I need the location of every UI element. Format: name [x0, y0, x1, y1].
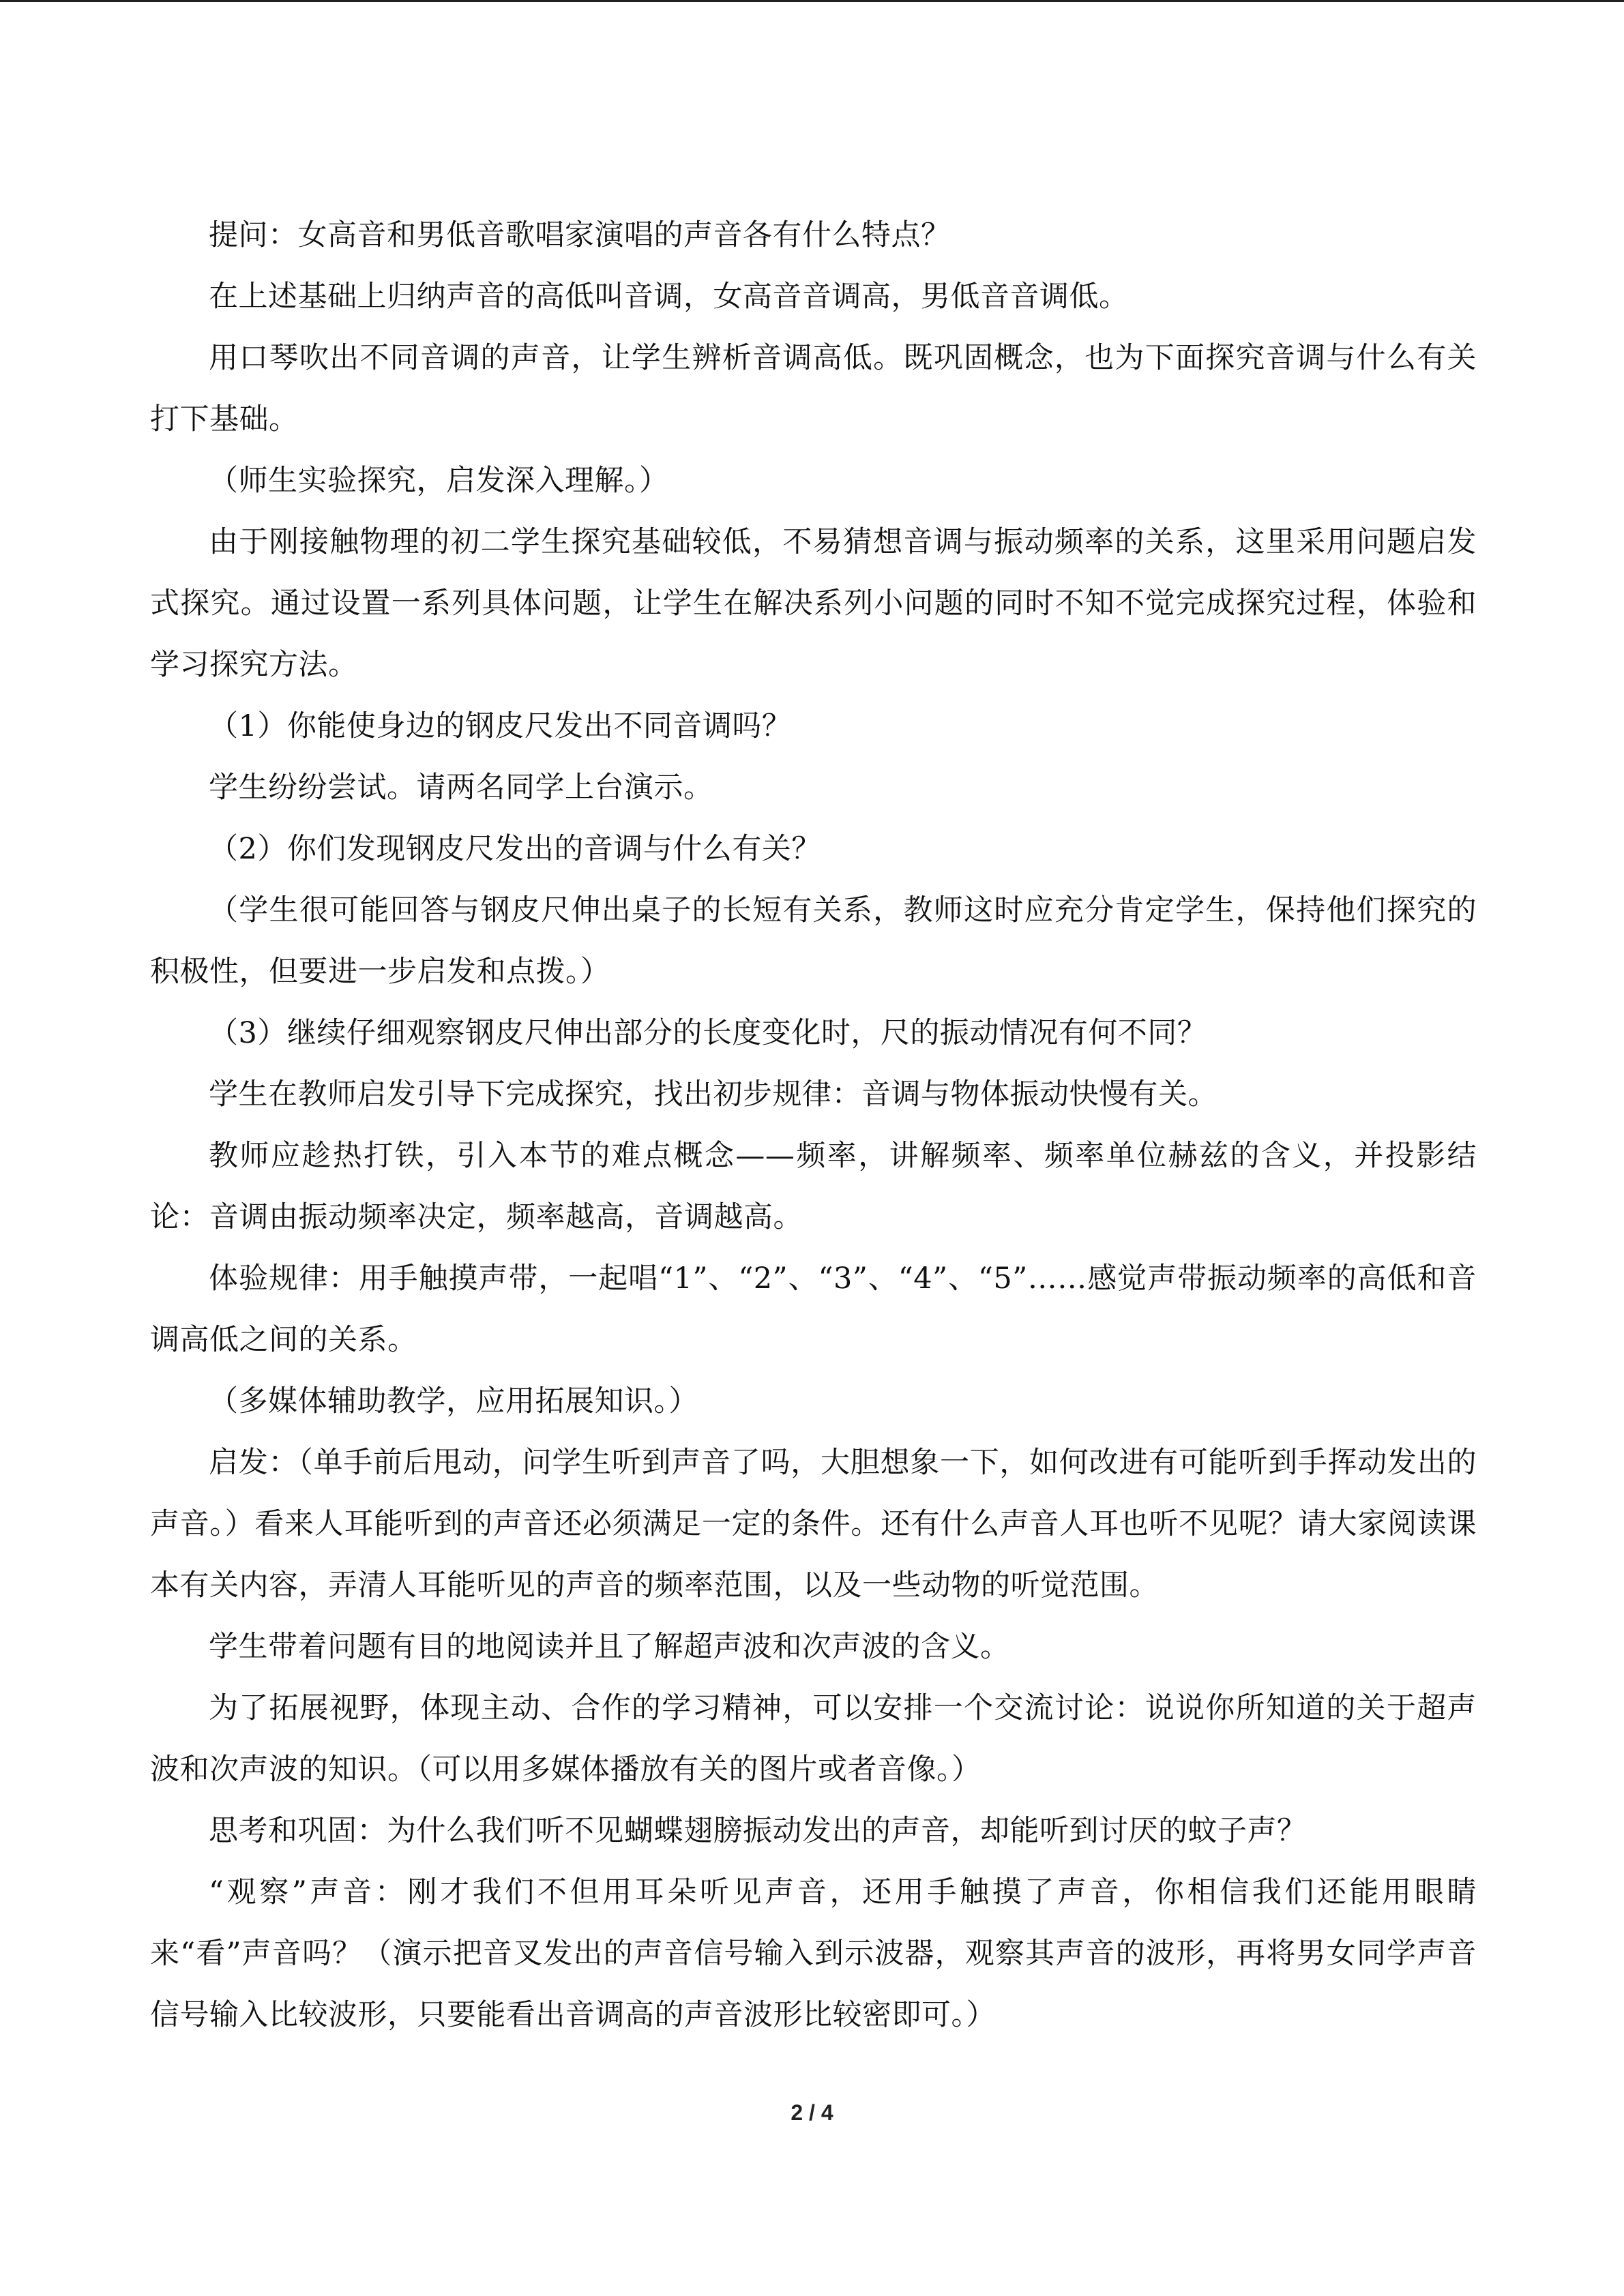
- paragraph: 思考和巩固：为什么我们听不见蝴蝶翅膀振动发出的声音，却能听到讨厌的蚊子声？: [209, 1814, 1307, 1848]
- paragraph: 教师应趁热打铁，引入本节的难点概念——频率，讲解频率、频率单位赫兹的含义，并投影结论：音调由振动频率决定，频率越高，音调越高。: [150, 1139, 1477, 1234]
- paragraph: 在上述基础上归纳声音的高低叫音调，女高音音调高，男低音音调低。: [209, 280, 1129, 314]
- paragraph: （师生实验探究，启发深入理解。）: [209, 464, 669, 498]
- paragraph: （2）你们发现钢皮尺发出的音调与什么有关？: [209, 832, 821, 866]
- paragraph: （学生很可能回答与钢皮尺伸出桌子的长短有关系，教师这时应充分肯定学生，保持他们探究的积极性，但要进一步启发和点拨。）: [150, 893, 1477, 989]
- paragraph: （多媒体辅助教学，应用拓展知识。）: [209, 1384, 698, 1418]
- top-border-line: [0, 0, 1624, 2]
- paragraph: 体验规律：用手触摸声带，一起唱“1”、“2”、“3”、“4”、“5”……感觉声带振动频率的高低和音调高低之间的关系。: [150, 1262, 1477, 1357]
- paragraph: 由于刚接触物理的初二学生探究基础较低，不易猜想音调与振动频率的关系，这里采用问题启发式探究。通过设置一系列具体问题，让学生在解决系列小问题的同时不知不觉完成探究过程，体验和学习探究方法。: [150, 525, 1477, 682]
- document-body: [150, 205, 1477, 2046]
- paragraph: 为了拓展视野，体现主动、合作的学习精神，可以安排一个交流讨论：说说你所知道的关于超声波和次声波的知识。（可以用多媒体播放有关的图片或者音像。）: [150, 1691, 1477, 1787]
- paragraph: 学生纷纷尝试。请两名同学上台演示。: [209, 771, 713, 805]
- paragraph: （3）继续仔细观察钢皮尺伸出部分的长度变化时，尺的振动情况有何不同？: [209, 1016, 1207, 1050]
- paragraph: 启发：（单手前后甩动，问学生听到声音了吗，大胆想象一下，如何改进有可能听到手挥动发出的声音。）看来人耳能听到的声音还必须满足一定的条件。还有什么声音人耳也听不见呢？请大家阅读课本有关内容，弄清人耳能听见的声音的频率范围，以及一些动物的听觉范围。: [150, 1446, 1477, 1602]
- paragraph: 学生在教师启发引导下完成探究，找出初步规律：音调与物体振动快慢有关。: [209, 1077, 1217, 1112]
- paragraph: 学生带着问题有目的地阅读并且了解超声波和次声波的含义。: [209, 1630, 1010, 1664]
- paragraph: 提问：女高音和男低音歌唱家演唱的声音各有什么特点？: [209, 218, 951, 252]
- paragraph: （1）你能使身边的钢皮尺发出不同音调吗？: [209, 709, 792, 743]
- paragraph: 用口琴吹出不同音调的声音，让学生辨析音调高低。既巩固概念，也为下面探究音调与什么有关打下基础。: [150, 341, 1477, 436]
- page-number: 2 / 4: [791, 2100, 833, 2125]
- paragraph: “观察”声音：刚才我们不但用耳朵听见声音，还用手触摸了声音，你相信我们还能用眼睛来“看”声音吗？（演示把音叉发出的声音信号输入到示波器，观察其声音的波形，再将男女同学声音信号输入比较波形，只要能看出音调高的声音波形比较密即可。）: [150, 1875, 1477, 2032]
